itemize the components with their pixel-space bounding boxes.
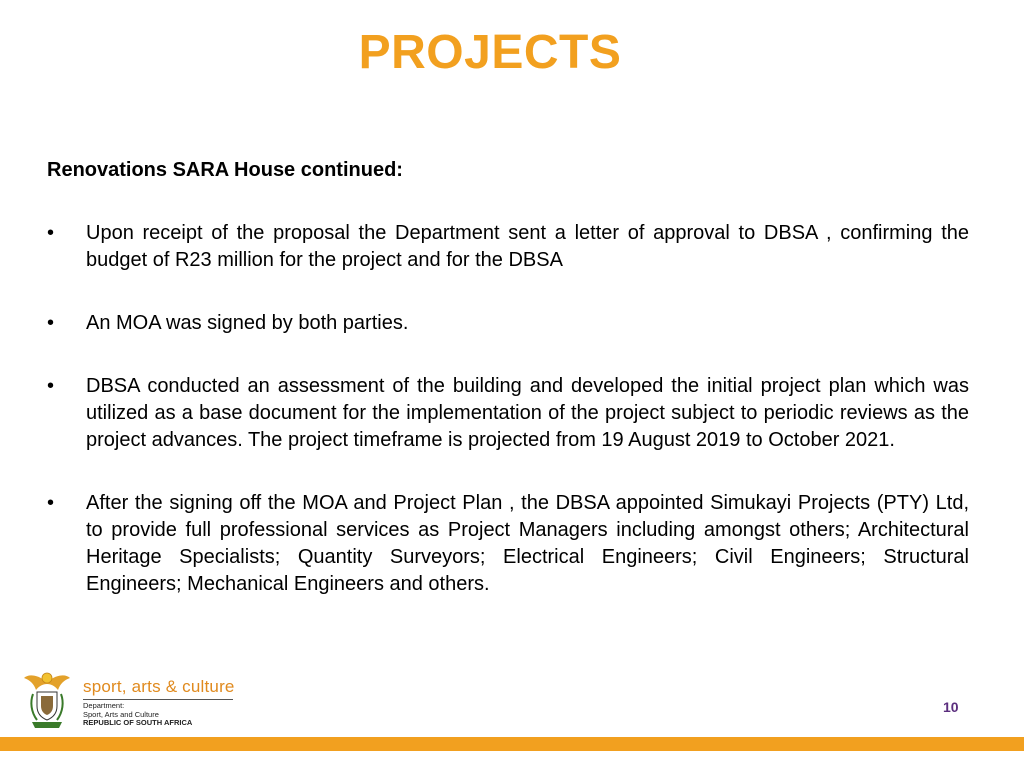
bullet-text: After the signing off the MOA and Project Plan , the DBSA appointed Simukayi Projects (PTY) Ltd, to provide full professional services as Project Managers including amongst others; Architectural Heritage Specialists; Quantity Surveyors; Electrical Engineers; Civil Engineers; Structural Engineers; Mechanical Engineers and others. [86, 492, 969, 595]
bullet-item [47, 310, 969, 337]
brand-divider [83, 699, 233, 700]
bullet-icon: • [47, 222, 55, 244]
dept-line-1: Department: [83, 701, 125, 710]
bullet-item [47, 373, 969, 454]
bullet-icon: • [47, 375, 55, 397]
coat-of-arms-icon [22, 668, 72, 730]
dept-line-3: REPUBLIC OF SOUTH AFRICA [83, 718, 193, 727]
bullet-text: DBSA conducted an assessment of the building and developed the initial project plan which was utilized as a base document for the implementation of the project subject to periodic reviews as the project advances. The project timeframe is projected from 19 August 2019 to October 2021. [86, 375, 969, 451]
bullet-item [47, 490, 969, 598]
bullet-icon: • [47, 492, 55, 514]
footer-accent-bar [0, 737, 1024, 751]
page-number: 10 [943, 699, 959, 715]
bullet-item [47, 220, 969, 274]
brand-name: sport, arts & culture [83, 677, 235, 696]
slide-title: PROJECTS [358, 26, 622, 79]
bullet-icon: • [47, 312, 55, 334]
department-caption [83, 702, 192, 728]
bullet-text: An MOA was signed by both parties. [86, 312, 409, 334]
section-heading: Renovations SARA House continued: [47, 159, 403, 181]
bullet-text: Upon receipt of the proposal the Department sent a letter of approval to DBSA , confirming the budget of R23 million for the project and for the DBSA [86, 222, 969, 271]
bullet-list [47, 220, 969, 598]
dept-line-2: Sport, Arts and Culture [83, 709, 159, 719]
